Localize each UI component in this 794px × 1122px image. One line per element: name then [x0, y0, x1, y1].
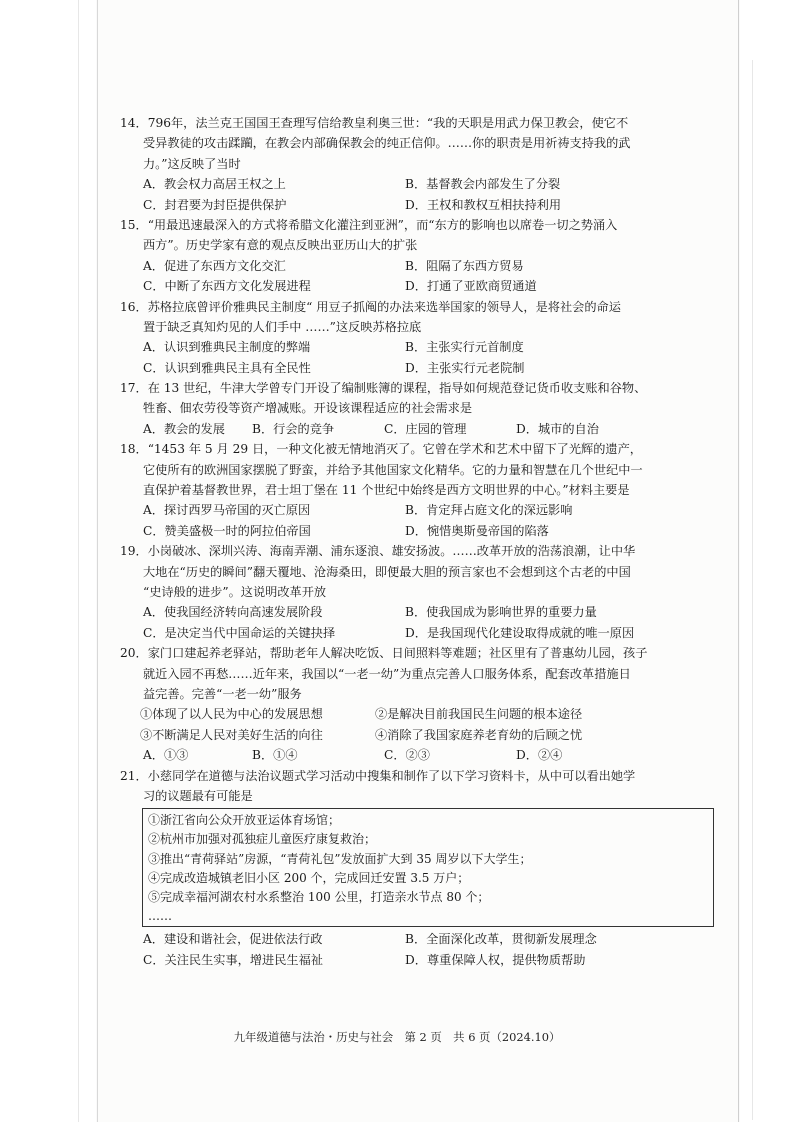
option-row: [120, 623, 720, 643]
question-text-line: 18．“1453 年 5 月 29 日，一种文化被无情地消灭了。它曾在学术和艺术中留下了光辉的遗产，: [120, 442, 642, 457]
statement-item: ③不断满足人民对美好生活的向往: [140, 727, 323, 742]
answer-option: A．教会权力高居王权之上: [143, 177, 286, 192]
question-text-line: 14．796年，法兰克王国国王查理写信给教皇利奥三世：“我的天职是用武力保卫教会，使它不: [120, 116, 629, 130]
material-line: ①浙江省向公众开放亚运体育场馆；: [148, 813, 341, 828]
question-text-line: 力。”这反映了当时: [143, 156, 241, 171]
answer-option: C．封君要为封臣提供保护: [143, 197, 287, 212]
answer-option: A．①③: [143, 748, 189, 763]
question-text-line: 17．在 13 世纪，牛津大学曾专门开设了编制账簿的课程，指导如何规范登记货币收支账和谷物、: [120, 381, 647, 396]
answer-option: C．关注民生实事，增进民生福祉: [143, 952, 323, 967]
answer-option: D．尊重保障人权，提供物质帮助: [405, 952, 586, 967]
option-row: [120, 195, 720, 215]
question-block: [120, 297, 720, 379]
question-text-line: 它使所有的欧洲国家摆脱了野蛮，并给予其他国家文化精华。它的力量和智慧在几个世纪中一: [143, 462, 643, 477]
question-text-line: 受异教徒的攻击蹂躏，在教会内部确保教会的纯正信仰。……你的职责是用祈祷支持我的武: [143, 136, 631, 151]
material-line: ②杭州市加强对孤独症儿童医疗康复救治；: [148, 832, 377, 847]
material-line: ③推出“青荷驿站”房源，“青荷礼包”发放面扩大到 35 周岁以下大学生；: [148, 851, 532, 866]
question-text-line: 大地在“历史的瞬间”翻天覆地、沧海桑田，即便最大胆的预言家也不会想到这个古老的中国: [143, 564, 631, 579]
question-text-line: 西方”。历史学家有意的观点反映出亚历山大的扩张: [143, 238, 418, 253]
answer-option: D．打通了亚欧商贸通道: [405, 279, 537, 294]
answer-option: A．认识到雅典民主制度的弊端: [143, 340, 311, 355]
answer-option: C．②③: [384, 748, 430, 763]
option-row: [120, 500, 720, 520]
material-line: ⑤完成幸福河湖农村水系整治 100 公里，打造亲水节点 80 个；: [148, 890, 490, 905]
question-text-line: 益完善。完善“一老一幼”服务: [143, 686, 302, 701]
question-text-line: 20．家门口建起养老驿站，帮助老年人解决吃饭、日间照料等难题；社区里有了普惠幼儿园，孩子: [120, 646, 648, 661]
answer-option: A．教会的发展: [143, 421, 225, 436]
option-row: [120, 602, 720, 622]
question-block: [120, 541, 720, 643]
material-line: ……: [148, 909, 172, 924]
material-line: ④完成改造城镇老旧小区 200 个，完成回迁安置 3.5 万户；: [148, 870, 470, 885]
question-block: [120, 766, 720, 971]
answer-option: B．①④: [252, 748, 298, 763]
statement-item: ②是解决目前我国民生问题的根本途径: [375, 707, 583, 722]
answer-option: C．认识到雅典民主具有全民性: [143, 360, 311, 375]
answer-option: B．阻隔了东西方贸易: [405, 258, 524, 273]
question-text-line: 15．“用最迅速最深入的方式将希腊文化灌注到亚洲”，而“东方的影响也以席卷一切之势涌入: [120, 217, 618, 232]
answer-option: D．②④: [516, 748, 563, 763]
answer-option: D．惋惜奥斯曼帝国的陷落: [405, 523, 549, 538]
answer-option: D．城市的自治: [516, 421, 599, 436]
answer-option: C．是决定当代中国命运的关键抉择: [143, 625, 336, 640]
question-text-line: 就近入园不再愁……近年来，我国以“一老一幼”为重点完善人口服务体系，配套改革措施日: [143, 666, 631, 681]
answer-option: B．肯定拜占庭文化的深远影响: [405, 503, 573, 518]
answer-option: C．赞美盛极一时的阿拉伯帝国: [143, 523, 311, 538]
question-text-line: 牲畜、佃农劳役等资产增减账。开设该课程适应的社会需求是: [143, 401, 473, 416]
question-text-line: “史诗般的进步”。这说明改革开放: [143, 584, 327, 599]
question-block: [120, 439, 720, 541]
statement-item: ④消除了我国家庭养老育幼的后顾之忧: [375, 727, 583, 742]
answer-option: B．使我国成为影响世界的重要力量: [405, 605, 597, 620]
page-footer: 九年级道德与法治・历史与社会 第 2 页 共 6 页（2024.10）: [233, 1030, 561, 1044]
option-row: [120, 521, 720, 541]
option-row: [120, 358, 720, 378]
answer-option: A．建设和谐社会，促进依法行政: [143, 932, 323, 947]
statement-item: ①体现了以人民为中心的发展思想: [140, 707, 323, 722]
statement-row: [120, 704, 720, 724]
question-text-line: 置于缺乏真知灼见的人们手中 ……”这反映苏格拉底: [143, 319, 422, 334]
answer-option: D．主张实行元老院制: [405, 360, 525, 375]
option-row: [120, 745, 720, 765]
answer-option: C．中断了东西方文化发展进程: [143, 279, 311, 294]
answer-option: A．使我国经济转向高速发展阶段: [143, 605, 323, 620]
answer-option: A．促进了东西方文化交汇: [143, 258, 286, 273]
question-block: [120, 378, 720, 439]
option-row: [120, 929, 720, 949]
question-block: [120, 215, 720, 297]
question-text-line: 19．小岗破冰、深圳兴涛、海南弄潮、浦东逐浪、雄安扬波。……改革开放的浩荡浪潮，让中华: [120, 544, 636, 559]
question-text-line: 直保护着基督教世界，君士坦丁堡在 11 个世纪中始终是西方文明世界的中心。”材料主要是: [143, 483, 630, 498]
question-text-line: 21．小慈同学在道德与法治议题式学习活动中搜集和制作了以下学习资料卡，从中可以看出她学: [120, 768, 636, 783]
exam-page-body: [120, 113, 720, 970]
answer-option: B．主张实行元首制度: [405, 340, 524, 355]
option-row: [120, 950, 720, 970]
option-row: [120, 337, 720, 357]
material-card: [142, 808, 714, 927]
option-row: [120, 419, 720, 439]
answer-option: B．行会的竞争: [252, 421, 335, 436]
question-block: [120, 113, 720, 215]
question-text-line: 习的议题最有可能是: [143, 788, 253, 803]
option-row: [120, 174, 720, 194]
answer-option: D．王权和教权互相扶持利用: [405, 197, 562, 212]
question-text-line: 16．苏格拉底曾评价雅典民主制度“ 用豆子抓阄的办法来选举国家的领导人，是将社会的命运: [120, 299, 621, 314]
answer-option: A．探讨西罗马帝国的灭亡原因: [143, 503, 311, 518]
option-row: [120, 276, 720, 296]
answer-option: D．是我国现代化建设取得成就的唯一原因: [405, 625, 635, 640]
answer-option: B．全面深化改革，贯彻新发展理念: [405, 932, 597, 947]
statement-row: [120, 725, 720, 745]
scan-edge-line: [78, 0, 79, 1122]
option-row: [120, 256, 720, 276]
scan-edge-line: [752, 60, 753, 1120]
question-block: [120, 643, 720, 765]
answer-option: C．庄园的管理: [384, 421, 467, 436]
answer-option: B．基督教会内部发生了分裂: [405, 177, 561, 192]
